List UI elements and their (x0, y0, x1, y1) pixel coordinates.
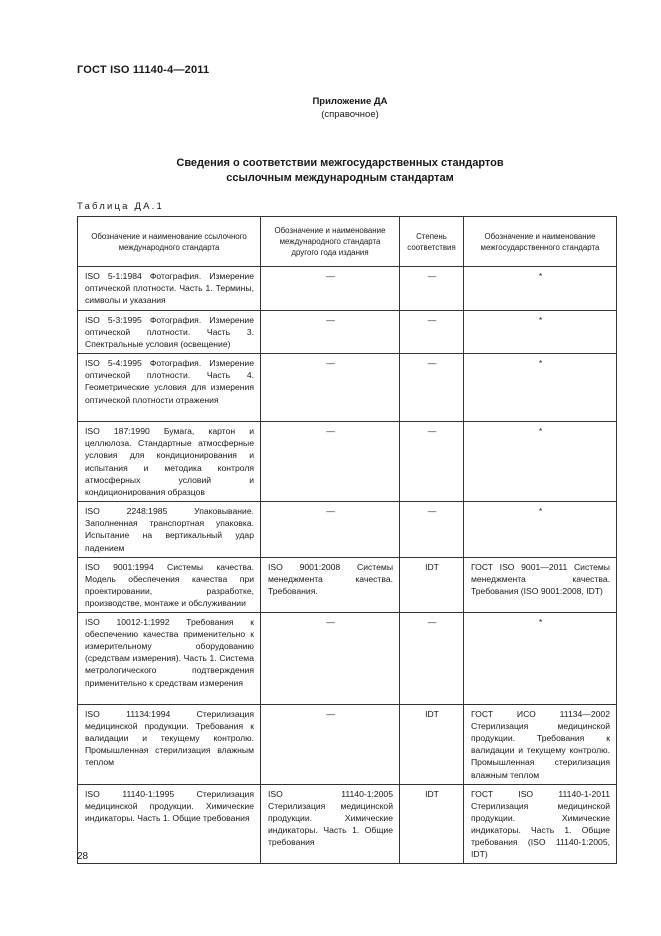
cell-interstate-standard: * (464, 311, 617, 354)
appendix-title: Приложение ДА (312, 96, 388, 107)
cell-degree: IDT (400, 784, 464, 864)
cell-other-edition: ISO 11140-1:2005 Стерилизация медицинской продукции. Химические индикаторы. Часть 1. Общие требования (261, 784, 400, 864)
table-row (78, 354, 617, 422)
table-row (78, 557, 617, 612)
cell-reference-standard: ISO 2248:1985 Упаковывание. Заполненная транспортная упаковка. Испытание на вертикальный удар падением (78, 502, 261, 557)
cell-reference-standard: ISO 187:1990 Бумага, картон и целлюлоза. Стандартные атмосферные условия для кондиционирования и испытания и методика контроля атмосферных условий и кондиционирования образцов (78, 422, 261, 502)
section-title-line1: Сведения о соответствии межгосударственных стандартов (176, 157, 504, 169)
table-caption: Таблица ДА.1 (77, 201, 164, 212)
cell-other-edition: — (261, 354, 400, 422)
table-row (78, 784, 617, 864)
table-row (78, 705, 617, 785)
cell-degree: — (400, 267, 464, 311)
cell-interstate-standard: * (464, 613, 617, 705)
cell-interstate-standard: ГОСТ ИСО 11134—2002 Стерилизация медицинской продукции. Требования к валидации и текущему контролю. Промышленная стерилизация влажным теплом (464, 705, 617, 785)
cell-other-edition: — (261, 705, 400, 785)
cell-reference-standard: ISO 5-4:1995 Фотография. Измерение оптической плотности. Часть 4. Геометрические условия для измерения оптической плотности отражения (78, 354, 261, 422)
cell-degree: IDT (400, 557, 464, 612)
cell-interstate-standard: ГОСТ ISO 11140-1-2011 Стерилизация медицинской продукции. Химические индикаторы. Часть 1. Общие требования (ISO 11140-1:2005, IDT) (464, 784, 617, 864)
cell-other-edition: — (261, 502, 400, 557)
table-row (78, 311, 617, 354)
cell-degree: — (400, 311, 464, 354)
cell-degree: — (400, 502, 464, 557)
cell-other-edition: — (261, 311, 400, 354)
appendix-subtitle: (справочное) (321, 109, 379, 120)
cell-degree: — (400, 354, 464, 422)
table-header-row (78, 217, 617, 267)
table-row (78, 502, 617, 557)
header-degree-of-correspondence: Степень соответствия (400, 217, 464, 267)
cell-interstate-standard: * (464, 354, 617, 422)
cell-reference-standard: ISO 11140-1:1995 Стерилизация медицинской продукции. Химические индикаторы. Часть 1. Общие требования (78, 784, 261, 864)
document-id: ГОСТ ISO 11140-4—2011 (77, 64, 210, 76)
cell-degree: — (400, 613, 464, 705)
header-interstate-standard: Обозначение и наименование межгосударственного стандарта (464, 217, 617, 267)
cell-reference-standard: ISO 11134:1994 Стерилизация медицинской продукции. Требования к валидации и текущему контролю. Промышленная стерилизация влажным теплом (78, 705, 261, 785)
cell-interstate-standard: * (464, 502, 617, 557)
section-title-line2: ссылочным международным стандартам (226, 172, 454, 184)
table-row (78, 267, 617, 311)
cell-reference-standard: ISO 5-3:1995 Фотография. Измерение оптической плотности. Часть 3. Спектральные условия (освещение) (78, 311, 261, 354)
cell-interstate-standard: ГОСТ ISO 9001—2011 Системы менеджмента качества. Требования (ISO 9001:2008, IDT) (464, 557, 617, 612)
table-row (78, 613, 617, 705)
header-international-standard: Обозначение и наименование ссылочного международного стандарта (78, 217, 261, 267)
cell-degree: — (400, 422, 464, 502)
cell-interstate-standard: * (464, 422, 617, 502)
cell-reference-standard: ISO 10012-1:1992 Требования к обеспечению качества применительно к измерительному оборудованию (средствам измерения). Часть 1. Система метрологического подтверждения применительно к средствам измерения (78, 613, 261, 705)
correspondence-table (77, 216, 617, 864)
cell-reference-standard: ISO 5-1:1984 Фотография. Измерение оптической плотности. Часть 1. Термины, символы и указания (78, 267, 261, 311)
cell-other-edition: ISO 9001:2008 Системы менеджмента качества. Требования. (261, 557, 400, 612)
cell-other-edition: — (261, 267, 400, 311)
cell-degree: IDT (400, 705, 464, 785)
page-number: 28 (77, 851, 89, 862)
cell-reference-standard: ISO 9001:1994 Системы качества. Модель обеспечения качества при проектировании, разработке, производстве, монтаже и обслуживании (78, 557, 261, 612)
table-row (78, 422, 617, 502)
cell-other-edition: — (261, 613, 400, 705)
header-other-edition-standard: Обозначение и наименование международного стандарта другого года издания (261, 217, 400, 267)
cell-interstate-standard: * (464, 267, 617, 311)
cell-other-edition: — (261, 422, 400, 502)
